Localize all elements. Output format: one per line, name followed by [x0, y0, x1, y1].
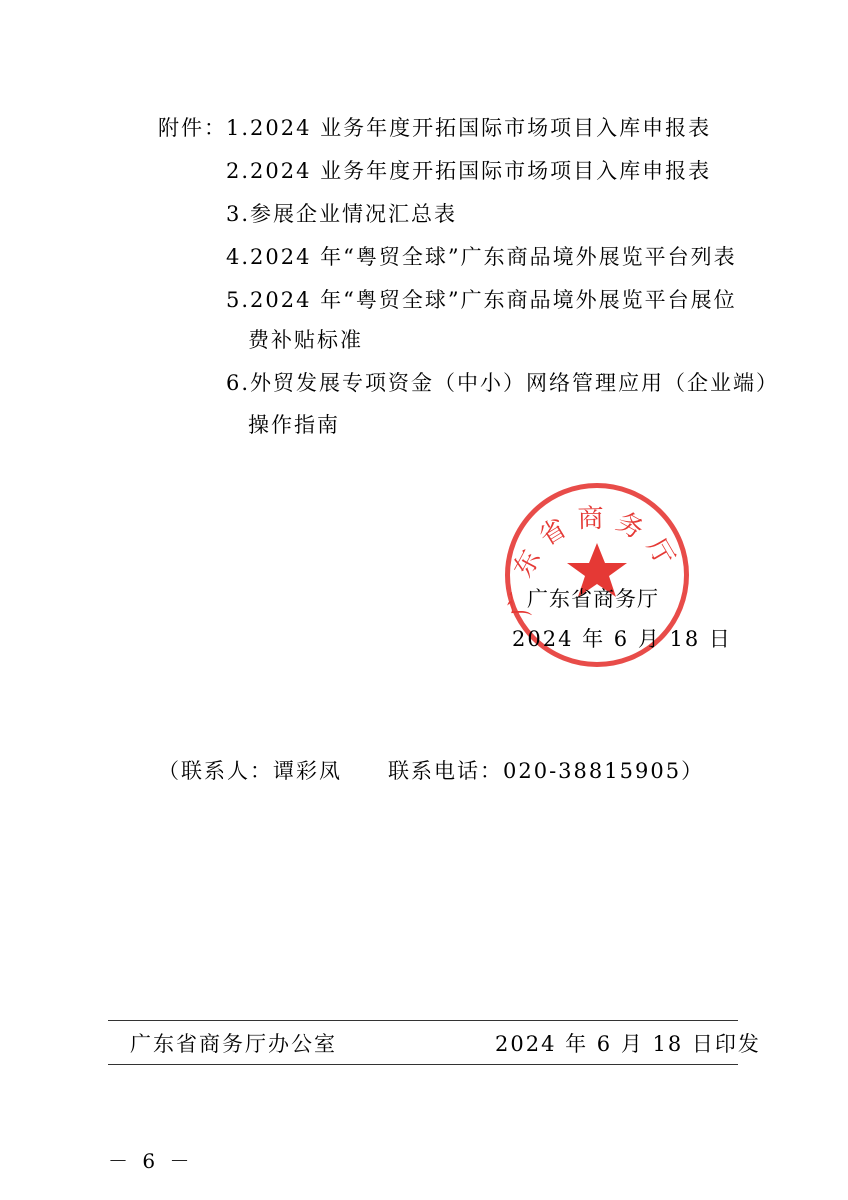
attachment-item-4: 4.2024 年“粤贸全球”广东商品境外展览平台列表: [226, 245, 737, 269]
attachment-item-6-cont: 操作指南: [248, 413, 340, 437]
page-number: － 6 －: [108, 1149, 194, 1173]
signature-org: 广东省商务厅: [527, 587, 659, 611]
seal-ring-text: 广东省商务厅: [505, 503, 685, 617]
footer-office: 广东省商务厅办公室: [130, 1032, 337, 1056]
signature-date: 2024 年 6 月 18 日: [512, 627, 732, 651]
attachment-item-1: 1.2024 业务年度开拓国际市场项目入库申报表: [226, 116, 712, 140]
attachments-label: 附件：: [158, 116, 227, 140]
attachment-item-5: 5.2024 年“粤贸全球”广东商品境外展览平台展位: [226, 288, 737, 312]
attachment-item-2: 2.2024 业务年度开拓国际市场项目入库申报表: [226, 159, 712, 183]
contact-info: （联系人：谭彩凤 联系电话：020-38815905）: [158, 759, 705, 783]
footer-divider-bottom: [108, 1064, 738, 1065]
footer-divider-top: [108, 1020, 738, 1021]
attachment-item-5-cont: 费补贴标准: [248, 328, 363, 352]
footer-issue-date: 2024 年 6 月 18 日印发: [495, 1032, 761, 1056]
attachment-item-6: 6.外贸发展专项资金（中小）网络管理应用（企业端）: [226, 371, 780, 395]
attachment-item-3: 3.参展企业情况汇总表: [226, 202, 458, 226]
